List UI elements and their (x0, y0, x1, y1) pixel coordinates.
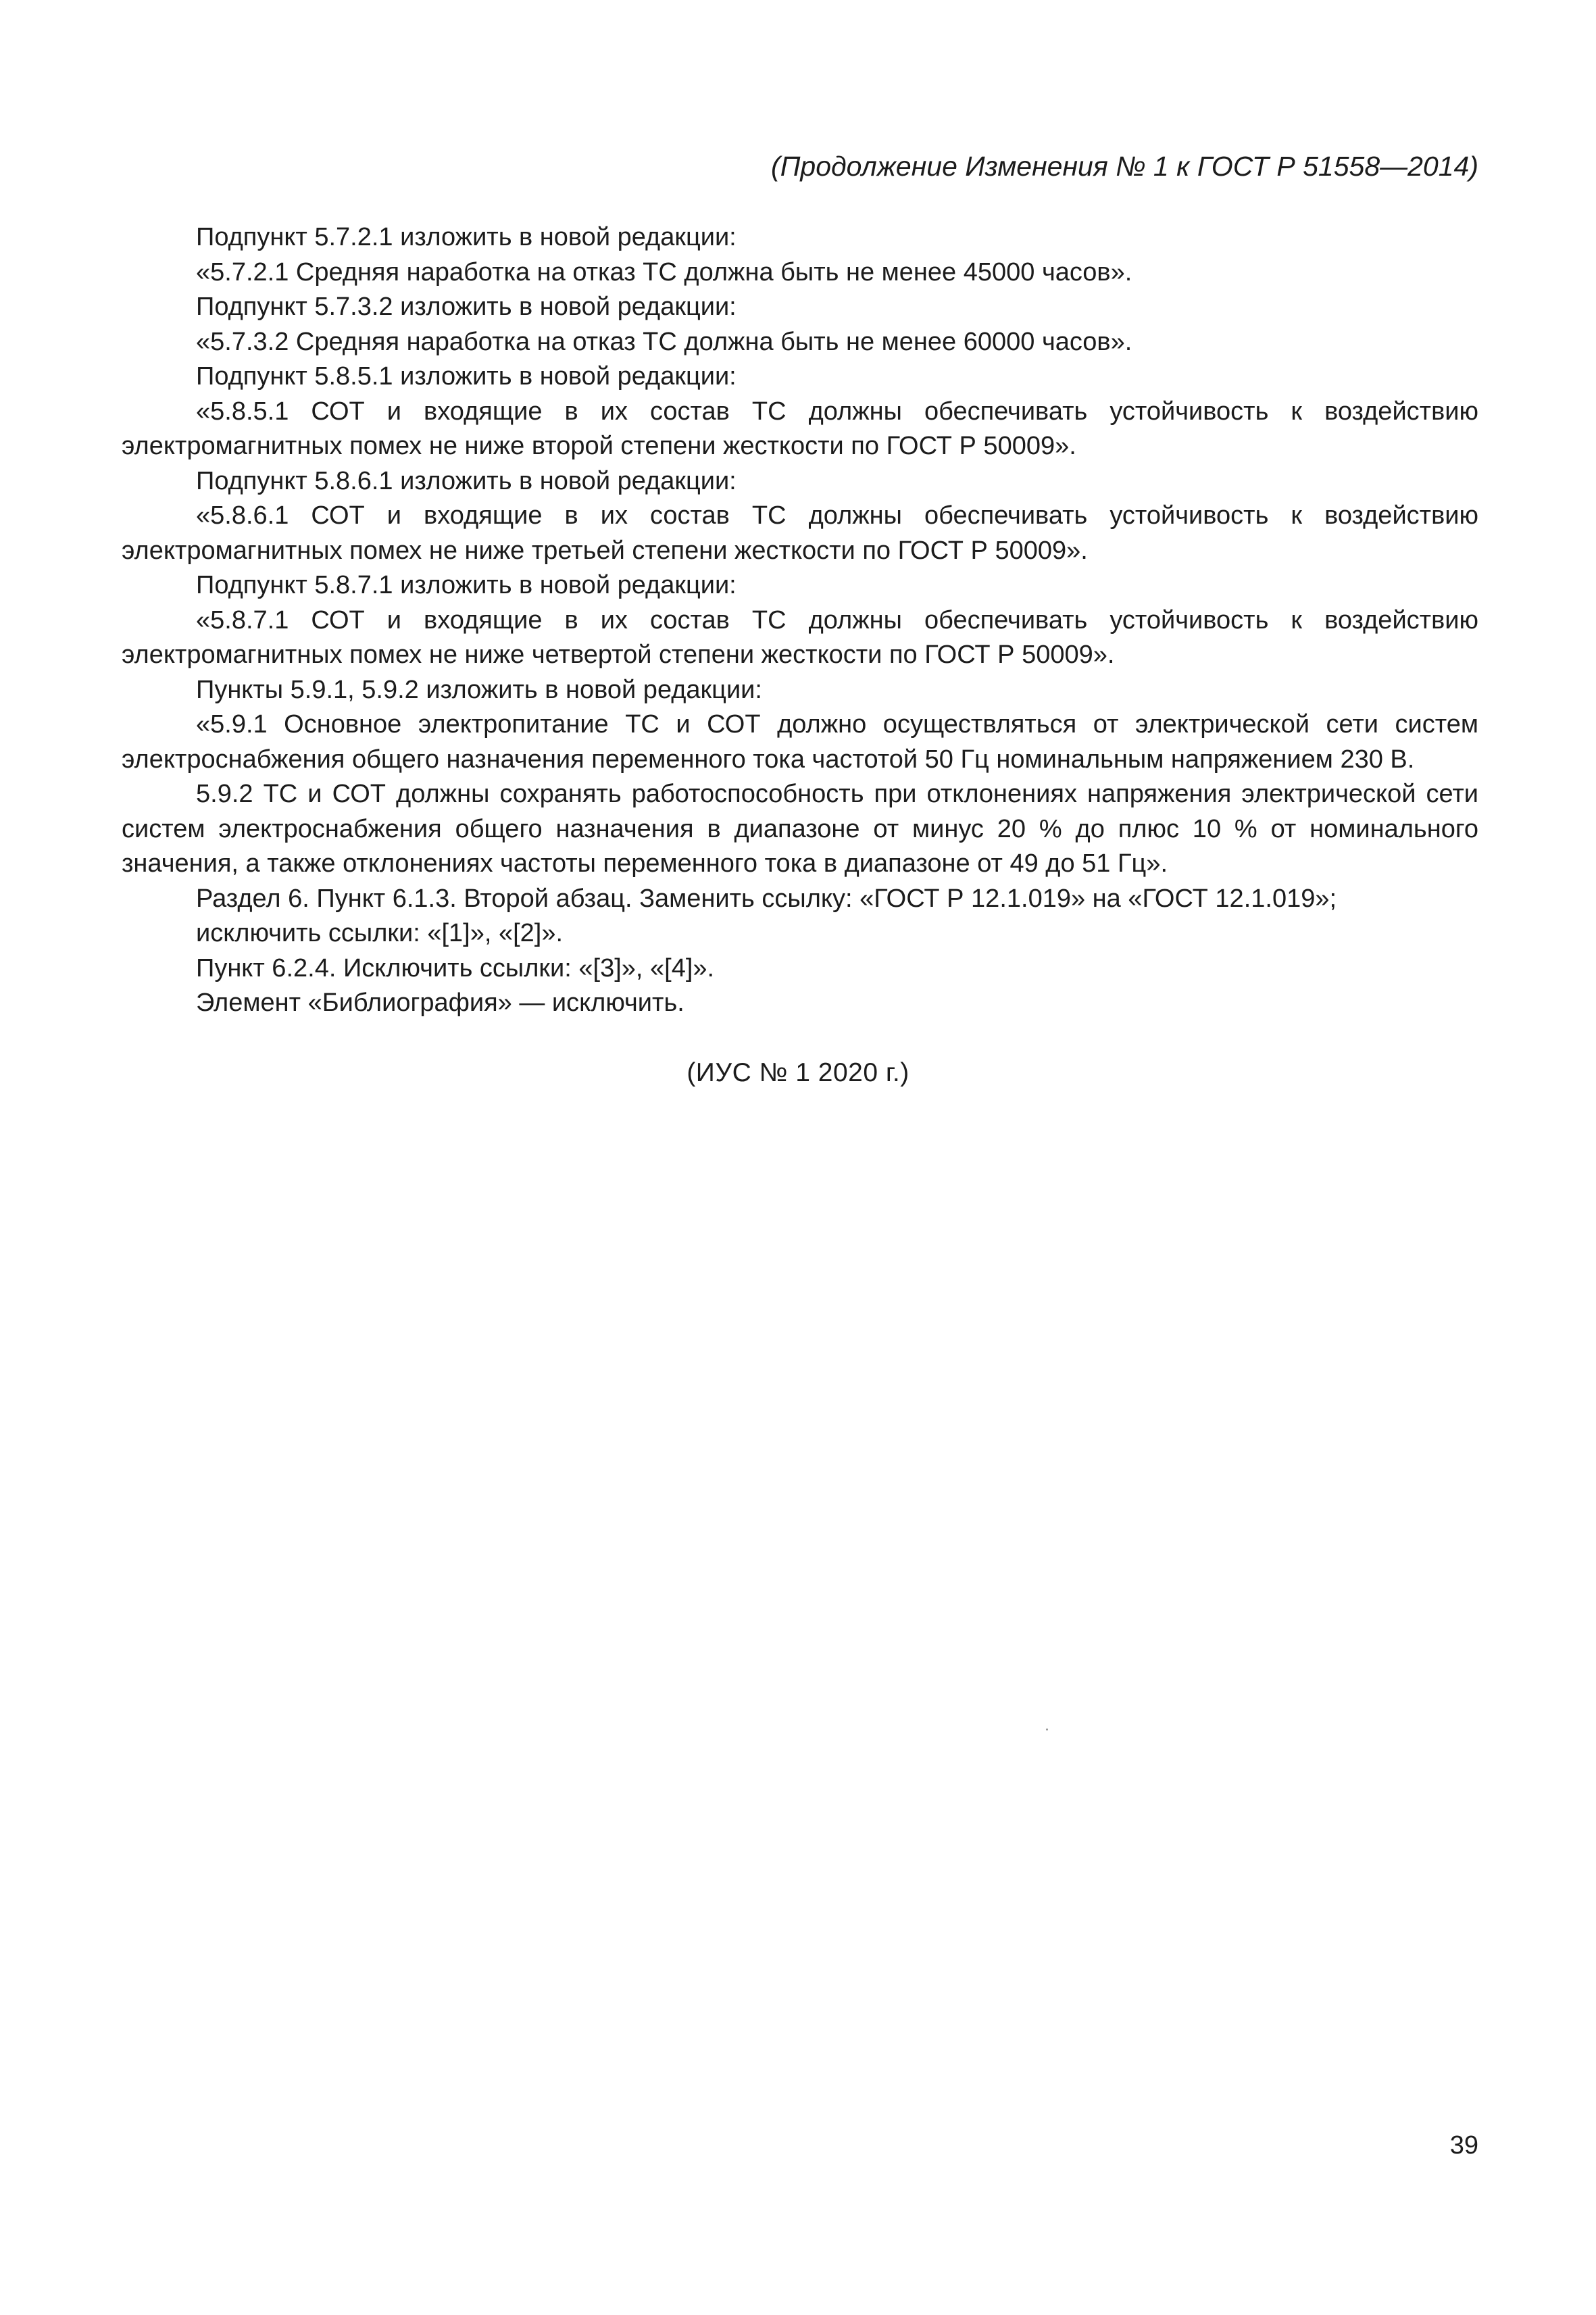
paragraph-5-8-5-1-text: «5.8.5.1 СОТ и входящие в их состав ТС должны обеспечивать устойчивость к воздействию электромагнитных помех не ниже второй степени жесткости по ГОСТ Р 50009». (122, 397, 1478, 460)
paragraph-5-7-3-2-text: «5.7.3.2 Средняя наработка на отказ ТС должна быть не менее 60000 часов». (196, 327, 1132, 356)
paragraph-5-7-2-1-text: «5.7.2.1 Средняя наработка на отказ ТС должна быть не менее 45000 часов». (196, 257, 1132, 287)
paragraph-bibliography: Элемент «Библиография» — исключить. (196, 989, 684, 1017)
paragraph-5-7-3-2-instruction: Подпункт 5.7.3.2 изложить в новой редакции: (196, 293, 737, 321)
paragraph-5-8-7-1-instruction: Подпункт 5.8.7.1 изложить в новой редакции: (196, 571, 737, 599)
continuation-header: (Продолжение Изменения № 1 к ГОСТ Р 51558—2014) (771, 151, 1478, 182)
paragraph-5-9-2-text: 5.9.2 ТС и СОТ должны сохранять работоспособность при отклонениях напряжения электрической сети систем электроснабжения общего назначения в диапазоне от минус 20 % до плюс 10 % от номинального значения, а также отклонениях частоты переменного тока в диапазоне от 49 до 51 Гц». (122, 780, 1478, 878)
paragraph-5-8-6-1-instruction: Подпункт 5.8.6.1 изложить в новой редакции: (196, 466, 737, 495)
paragraph-section-6-exclude: исключить ссылки: «[1]», «[2]». (196, 919, 564, 947)
paragraph-6-2-4: Пункт 6.2.4. Исключить ссылки: «[3]», «[4]». (196, 953, 715, 982)
scan-speck (1046, 1728, 1048, 1731)
paragraph-section-6-replace: Раздел 6. Пункт 6.1.3. Второй абзац. Заменить ссылку: «ГОСТ Р 12.1.019» на «ГОСТ 12.1.019»; (196, 884, 1337, 913)
paragraph-5-8-5-1-instruction: Подпункт 5.8.5.1 изложить в новой редакции: (196, 362, 737, 391)
paragraph-5-9-instruction: Пункты 5.9.1, 5.9.2 изложить в новой редакции: (196, 675, 762, 704)
paragraph-5-8-7-1-text: «5.8.7.1 СОТ и входящие в их состав ТС должны обеспечивать устойчивость к воздействию электромагнитных помех не ниже четвертой степени жесткости по ГОСТ Р 50009». (122, 605, 1478, 669)
amendment-text (122, 220, 1478, 1021)
page-number: 39 (1449, 2131, 1478, 2160)
paragraph-5-8-6-1-text: «5.8.6.1 СОТ и входящие в их состав ТС должны обеспечивать устойчивость к воздействию электромагнитных помех не ниже третьей степени жесткости по ГОСТ Р 50009». (122, 501, 1478, 565)
ius-note: (ИУС № 1 2020 г.) (687, 1058, 909, 1087)
paragraph-5-7-2-1-instruction: Подпункт 5.7.2.1 изложить в новой редакции: (196, 223, 737, 251)
paragraph-5-9-1-text: «5.9.1 Основное электропитание ТС и СОТ должно осуществляться от электрической сети систем электроснабжения общего назначения переменного тока частотой 50 Гц номинальным напряжением 230 В. (122, 710, 1478, 774)
